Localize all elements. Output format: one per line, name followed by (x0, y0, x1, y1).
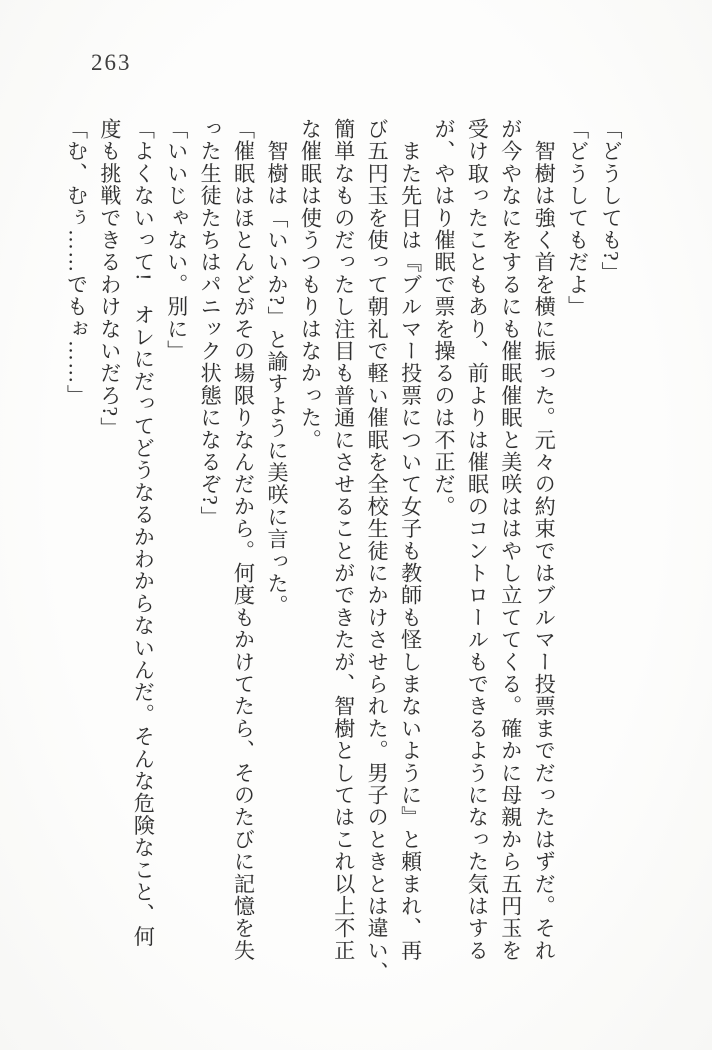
text-line-6: が、やはり催眠で票を操るのは不正だ。 (431, 118, 456, 518)
page-number: 263 (91, 50, 132, 75)
text-line-4: が今やなにをするにも催眠催眠と美咲ははやし立ててくる。確かに母親から五円玉を (498, 118, 523, 962)
text-line-16: 度も挑戦できるわけないだろ?」 (97, 118, 122, 440)
text-line-9: 簡単なものだったし注目も普通にさせることができたが、智樹としてはこれ以上不正 (331, 118, 356, 962)
text-line-10: な催眠は使うつもりはなかった。 (298, 118, 323, 451)
page-text (57, 118, 627, 984)
text-line-2: 「どうしてもだよ」 (565, 118, 590, 318)
text-line-13: った生徒たちはパニック状態になるぞ?」 (198, 118, 223, 529)
text-line-12: 「催眠はほとんどがその場限りなんだから。何度もかけてたら、そのたびに記憶を失 (231, 118, 256, 962)
text-line-8: び五円玉を使って朝礼で軽い催眠を全校生徒にかけさせられた。男子のときとは違い、 (365, 118, 390, 984)
text-line-7: また先日は『ブルマー投票について女子も教師も怪しまないように』と頼まれ、再 (398, 118, 423, 962)
text-line-17: 「む、むぅ……でもぉ……」 (64, 118, 89, 407)
text-line-15: 「よくないって! オレにだってどうなるかわからないんだ。そんな危険なこと、何 (131, 118, 156, 948)
text-line-1: 「どうしても?」 (599, 118, 623, 284)
text-line-5: 受け取ったこともあり、前よりは催眠のコントロールもできるようになった気はする (465, 118, 490, 962)
text-line-14: 「いいじゃない。別に」 (164, 118, 189, 363)
text-line-3: 智樹は強く首を横に振った。元々の約束ではブルマー投票までだったはずだ。それ (532, 118, 557, 962)
text-line-11: 智樹は「いいか?」と諭すように美咲に言った。 (264, 118, 289, 617)
